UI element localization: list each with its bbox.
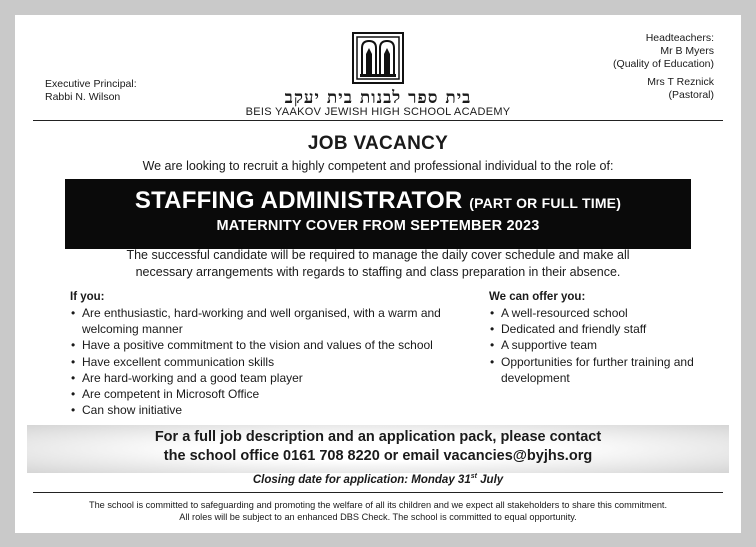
- benefit-item: • A supportive team: [489, 337, 709, 353]
- contact-line-2: the school office 0161 708 8220 or email vacancies@byjhs.org: [163, 448, 593, 464]
- requirement-item: • Can show initiative: [70, 402, 490, 418]
- closing-date-text: Closing date for application: Monday 31: [252, 473, 471, 486]
- school-crest-icon: [352, 32, 404, 84]
- benefit-item: • A well-resourced school: [489, 305, 709, 321]
- requirement-item: • Are competent in Microsoft Office: [70, 386, 490, 402]
- contact-line-1: For a full job description and an application pack, please contact: [154, 429, 602, 445]
- benefit-item: • Dedicated and friendly staff: [489, 321, 709, 337]
- footer-safeguarding: The school is committed to safeguarding and promoting the welfare of all its children and we expect all stakeholders to share this commitment.: [88, 500, 668, 510]
- requirement-item: • Have a positive commitment to the vision and values of the school: [70, 337, 490, 353]
- requirement-item: • Are hard-working and a good team player: [70, 370, 490, 386]
- footer-divider: [33, 492, 723, 493]
- headteacher-1-name: Mr B Myers: [660, 45, 714, 57]
- benefit-item: • Opportunities for further training and development: [489, 354, 709, 386]
- header-divider: [33, 120, 723, 121]
- requirement-item: • Are enthusiastic, hard-working and well organised, with a warm and welcoming manner: [70, 305, 462, 337]
- headteacher-2-role: (Pastoral): [668, 89, 714, 101]
- footer-dbs-notice: All roles will be subject to an enhanced DBS Check. The school is committed to equal opportunity.: [179, 512, 577, 522]
- role-description: [75, 247, 681, 281]
- role-cover-details: MATERNITY COVER FROM SEPTEMBER 2023: [216, 218, 540, 234]
- closing-date-month: July: [476, 473, 504, 486]
- school-name-hebrew: בית ספר לבנות בית יעקב: [284, 88, 472, 108]
- headteacher-1-role: (Quality of Education): [613, 58, 714, 70]
- role-description-line-1: The successful candidate will be required to manage the daily cover schedule and make all: [126, 248, 630, 262]
- role-banner: [65, 179, 691, 249]
- role-hours: (PART OR FULL TIME): [469, 195, 622, 211]
- footer: [15, 499, 741, 523]
- page-title: JOB VACANCY: [307, 133, 449, 154]
- closing-date: [15, 473, 741, 486]
- intro-text: We are looking to recruit a highly competent and professional individual to the role of:: [142, 159, 614, 173]
- requirements-heading: If you:: [70, 291, 105, 303]
- benefits-list: [489, 291, 729, 386]
- requirement-item: • Have excellent communication skills: [70, 354, 490, 370]
- headteacher-2-name: Mrs T Reznick: [647, 76, 714, 88]
- school-name-english: BEIS YAAKOV JEWISH HIGH SCHOOL ACADEMY: [245, 106, 511, 118]
- role-title: STAFFING ADMINISTRATOR: [134, 187, 463, 214]
- requirements-list: [70, 291, 490, 418]
- closing-date-ordinal: st: [470, 473, 477, 480]
- executive-principal-name: Rabbi N. Wilson: [45, 91, 121, 103]
- headteachers-label: Headteachers:: [645, 32, 714, 44]
- role-description-line-2: necessary arrangements with regards to staffing and class preparation in their absence.: [135, 265, 621, 279]
- job-advert: [15, 15, 741, 533]
- contact-info: [15, 428, 741, 466]
- executive-principal-label: Executive Principal:: [45, 78, 137, 90]
- benefits-heading: We can offer you:: [489, 291, 586, 303]
